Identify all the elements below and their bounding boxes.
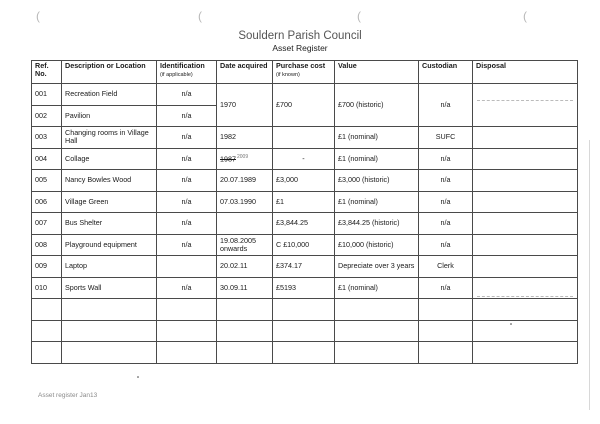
cell-value: £1 (nominal)	[335, 148, 419, 170]
cell-cost: C £10,000	[273, 234, 335, 256]
column-header-value: Value	[335, 61, 419, 84]
cell-disposal	[473, 213, 578, 235]
cell-description: Laptop	[62, 256, 157, 278]
cell-description: Changing rooms in Village Hall	[62, 127, 157, 149]
cell-cost	[273, 127, 335, 149]
table-row	[32, 191, 578, 213]
cell-description: Village Green	[62, 191, 157, 213]
cell-value: £3,000 (historic)	[335, 170, 419, 192]
table-row	[32, 170, 578, 192]
empty-table-row	[32, 342, 578, 364]
cell-disposal	[473, 191, 578, 213]
cell-value: £700 (historic)	[335, 84, 419, 127]
cell-value: £3,844.25 (historic)	[335, 213, 419, 235]
cell-value: Depreciate over 3 years	[335, 256, 419, 278]
cell-custodian: n/a	[419, 234, 473, 256]
cell-date: 19.08.2005 onwards	[217, 234, 273, 256]
table-row	[32, 127, 578, 149]
cell-cost: £700	[273, 84, 335, 127]
column-header-date: Date acquired	[217, 61, 273, 84]
cell-date: 1970	[217, 84, 273, 127]
hole-punch-mark: (	[357, 9, 361, 23]
cell-date	[217, 213, 273, 235]
cell-description: Recreation Field	[62, 84, 157, 106]
table-row	[32, 256, 578, 278]
column-header-description: Description or Location	[62, 61, 157, 84]
cell-identification: n/a	[157, 277, 217, 299]
cell-cost: -	[273, 148, 335, 170]
hole-punch-mark: (	[198, 9, 202, 23]
cell-custodian: n/a	[419, 277, 473, 299]
cell-ref: 002	[32, 105, 62, 127]
cell-disposal	[473, 127, 578, 149]
cell-ref: 008	[32, 234, 62, 256]
cell-identification: n/a	[157, 234, 217, 256]
cell-custodian: n/a	[419, 213, 473, 235]
faint-ruled-line	[477, 100, 573, 101]
cell-description: Nancy Bowles Wood	[62, 170, 157, 192]
cell-description: Pavilion	[62, 105, 157, 127]
cell-value: £10,000 (historic)	[335, 234, 419, 256]
empty-table-row	[32, 320, 578, 342]
cell-ref: 003	[32, 127, 62, 149]
cell-value: £1 (nominal)	[335, 277, 419, 299]
column-header-disposal: Disposal	[473, 61, 578, 84]
cost-label: Purchase cost	[276, 61, 326, 70]
column-header-cost	[273, 61, 335, 84]
cell-date: 20.07.1989	[217, 170, 273, 192]
hole-punch-mark-left: (	[36, 9, 40, 23]
document-subtitle: Asset Register	[272, 43, 328, 53]
table-header-row	[32, 61, 578, 84]
cell-date: 30.09.11	[217, 277, 273, 299]
cell-ref: 006	[32, 191, 62, 213]
cell-custodian: SUFC	[419, 127, 473, 149]
cell-identification: n/a	[157, 191, 217, 213]
column-header-identification	[157, 61, 217, 84]
cell-ref: 007	[32, 213, 62, 235]
cell-custodian: n/a	[419, 191, 473, 213]
empty-table-row	[32, 299, 578, 321]
cell-custodian: n/a	[419, 148, 473, 170]
cell-disposal	[473, 256, 578, 278]
cell-identification: n/a	[157, 105, 217, 127]
scan-edge-shadow	[589, 140, 590, 410]
cell-cost: £3,000	[273, 170, 335, 192]
identification-note: (if applicable)	[160, 72, 193, 79]
document-title: Souldern Parish Council	[238, 30, 362, 42]
faint-ruled-line	[477, 296, 573, 297]
cell-identification: n/a	[157, 127, 217, 149]
cell-disposal	[473, 170, 578, 192]
cell-disposal	[473, 148, 578, 170]
column-header-custodian: Custodian	[419, 61, 473, 84]
cell-date: 20.02.11	[217, 256, 273, 278]
cell-value: £1 (nominal)	[335, 191, 419, 213]
cell-description: Playground equipment	[62, 234, 157, 256]
cell-description: Bus Shelter	[62, 213, 157, 235]
cell-cost: £1	[273, 191, 335, 213]
hole-punch-mark-right: (	[523, 9, 527, 23]
table-row	[32, 234, 578, 256]
scan-speck	[137, 376, 139, 378]
cell-description: Collage	[62, 148, 157, 170]
struck-date: 1987	[220, 153, 236, 163]
identification-label: Identification	[160, 61, 205, 70]
column-header-ref: Ref. No.	[32, 61, 62, 84]
cell-custodian: n/a	[419, 170, 473, 192]
cell-identification: n/a	[157, 148, 217, 170]
cell-identification: n/a	[157, 84, 217, 106]
cell-date: 07.03.1990	[217, 191, 273, 213]
document-footer: Asset register Jan13	[38, 392, 98, 399]
scan-speck	[510, 323, 512, 325]
cell-date: 1982	[217, 127, 273, 149]
cell-disposal	[473, 84, 578, 127]
cell-ref: 009	[32, 256, 62, 278]
table-row	[32, 84, 578, 106]
cell-description: Sports Wall	[62, 277, 157, 299]
cell-ref: 005	[32, 170, 62, 192]
cell-ref: 004	[32, 148, 62, 170]
handwritten-date-note: 2009	[237, 153, 249, 160]
cell-value: £1 (nominal)	[335, 127, 419, 149]
cell-ref: 010	[32, 277, 62, 299]
cell-identification	[157, 256, 217, 278]
table-row	[32, 148, 578, 170]
cell-custodian: Clerk	[419, 256, 473, 278]
cell-identification: n/a	[157, 170, 217, 192]
cell-custodian: n/a	[419, 84, 473, 127]
cell-disposal	[473, 234, 578, 256]
cell-cost: £3,844.25	[273, 213, 335, 235]
cell-cost: £5193	[273, 277, 335, 299]
cell-ref: 001	[32, 84, 62, 106]
cell-date	[217, 148, 273, 170]
cost-note: (if known)	[276, 72, 300, 79]
cell-cost: £374.17	[273, 256, 335, 278]
asset-register-table	[31, 60, 578, 364]
cell-identification: n/a	[157, 213, 217, 235]
table-row	[32, 213, 578, 235]
